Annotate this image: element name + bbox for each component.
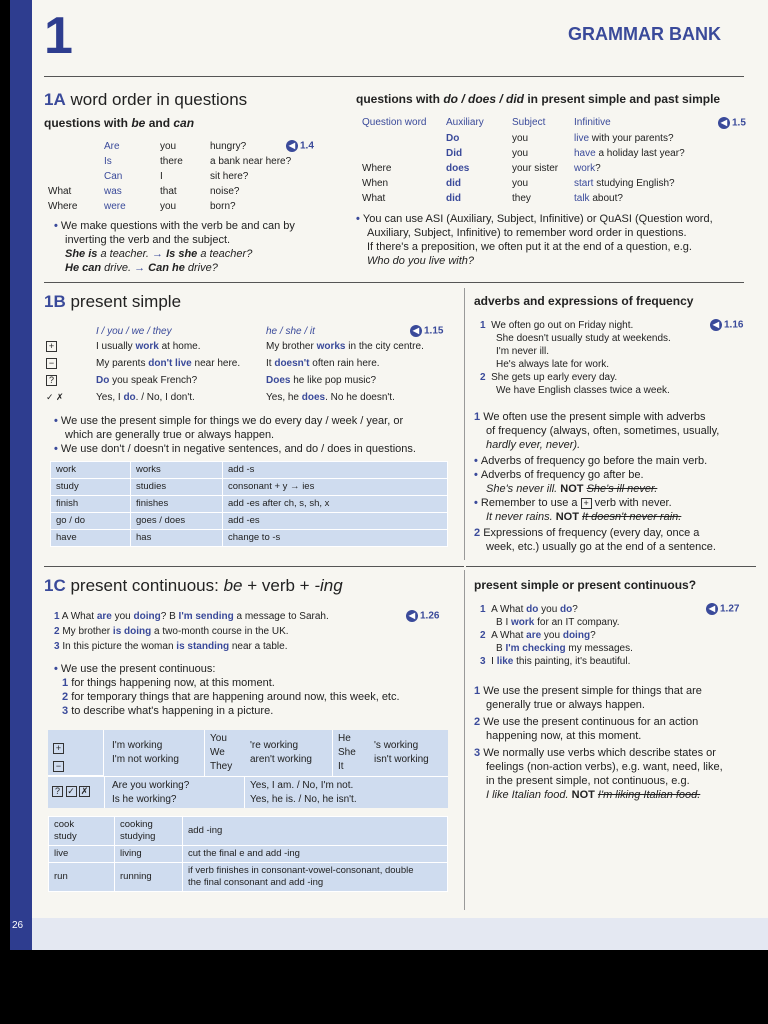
quasi-grid: Question word Auxiliary Subject Infinitive Do you live with your parents? Did you have a holiday last year? Where does your sister work? When did you start studying English? What did they talk about? bbox=[362, 117, 685, 204]
frequency-examples: 1 We often go out on Friday night. She doesn't usually study at weekends. I'm never ill. He's always late for work. 2 She gets up early every day. We have English classes twice a week. bbox=[480, 320, 671, 396]
present-simple-grid: + I usually work at home. My brother works in the city centre. − My parents don't live near here. It doesn't often rain here. ? Do you speak French? Does he like pop music? ✓ ✗ Yes, I do. / No, I don't. Yes, he does. No he doesn't. bbox=[46, 340, 424, 403]
bottom-strip bbox=[32, 918, 768, 950]
plus-minus-boxes: + − bbox=[53, 740, 64, 776]
speaker-icon: ◀ bbox=[286, 140, 298, 152]
speaker-icon: ◀ bbox=[710, 319, 722, 331]
section-1b-notes: • We use the present simple for things we do every day / week / year, or which are generally true or always happen. • We use don't / doesn't in negative sentences, and do / does in questions. bbox=[54, 414, 458, 456]
ing-spelling-table bbox=[48, 816, 448, 892]
col-head-he-she: he / she / it bbox=[266, 326, 315, 337]
header-divider bbox=[44, 76, 744, 77]
table-row: have has change to -s bbox=[51, 530, 448, 547]
audio-1-15[interactable]: ◀ 1.15 bbox=[410, 325, 443, 337]
audio-1-27[interactable]: ◀ 1.27 bbox=[706, 603, 739, 615]
page bbox=[10, 0, 768, 950]
table-row: live living cut the final e and add -ing bbox=[49, 846, 448, 863]
table-row: finish finishes add -es after ch, s, sh, x bbox=[51, 496, 448, 513]
grammar-bank-title: GRAMMAR BANK bbox=[568, 24, 721, 44]
quasi-note: • You can use ASI (Auxiliary, Subject, Infinitive) or QuASI (Question word, Auxiliary, Subject, Infinitive) to remember word order in questions. If there's a preposition, we often put it at the end of a question, e.g. Who do you live with? bbox=[356, 212, 756, 268]
present-continuous-uses: • We use the present continuous: 1 for things happening now, at this moment. 2 for temporary things that are happening around now, this week, etc. 3 to describe what's happening in a picture. bbox=[54, 662, 454, 718]
question-box: ? bbox=[46, 375, 57, 386]
audio-1-5[interactable]: ◀ 1.5 bbox=[718, 117, 746, 129]
frequency-title: adverbs and expressions of frequency bbox=[474, 294, 694, 308]
present-continuous-examples: 1 A What are you doing? B I'm sending a message to Sarah. 2 My brother is doing a two-month course in the UK. 3 In this picture the woman is standing near a table. bbox=[54, 611, 329, 652]
simple-or-continuous-examples: 1 A What do you do? B I work for an IT company. 2 A What are you doing? B I'm checking my messages. 3 I like this painting, it's beautiful. bbox=[480, 604, 633, 667]
frequency-notes: 1 We often use the present simple with adverbs of frequency (always, often, sometimes, usually, hardly ever, never). • Adverbs of frequency go before the main verb. • Adverbs of frequency go after be. She's never ill. NOT She's ill never. • Remember to use a + verb with never. It never rains. NOT It doesn't never rain. 2 Expressions of frequency (every day, once a week, etc.) usually go at the end of a sentence. bbox=[474, 410, 760, 554]
divider-1b bbox=[44, 282, 744, 283]
present-continuous-table: + − I'm working I'm not working You We They 're working aren't working He She It 's working isn't working ? ✓ ✗ Are you working? Is he working? Yes, I am. / No, I'm not. Yes, he is. / No, he isn't. bbox=[48, 730, 448, 808]
plus-box: + bbox=[46, 341, 57, 352]
divider-1c-left bbox=[44, 566, 464, 567]
simple-or-continuous-title: present simple or present continuous? bbox=[474, 578, 697, 592]
vertical-divider-1c bbox=[464, 570, 465, 910]
table-row: study studies consonant + y → ies bbox=[51, 479, 448, 496]
table-row: go / do goes / does add -es bbox=[51, 513, 448, 530]
speaker-icon: ◀ bbox=[706, 603, 718, 615]
audio-1-4[interactable]: ◀ 1.4 bbox=[286, 140, 314, 152]
section-1a-title: 1A word order in questions bbox=[44, 90, 248, 109]
tick-cross-boxes: ✓ ✗ bbox=[46, 392, 64, 402]
section-1a-subtitle: questions with be and can bbox=[44, 116, 195, 130]
minus-box: − bbox=[46, 358, 57, 369]
speaker-icon: ◀ bbox=[406, 610, 418, 622]
spine bbox=[10, 0, 32, 950]
section-1a-note: • We make questions with the verb be and can by inverting the verb and the subject. She is a teacher. → Is she a teacher? He can drive. → Can he drive? bbox=[54, 219, 344, 275]
audio-1-16[interactable]: ◀ 1.16 bbox=[710, 319, 743, 331]
vertical-divider-1b bbox=[464, 288, 465, 560]
plus-box: + bbox=[581, 498, 592, 509]
speaker-icon: ◀ bbox=[718, 117, 730, 129]
table-row: run running if verb finishes in consonant-vowel-consonant, double the final consonant and add -ing bbox=[49, 863, 448, 892]
section-1b-title: 1B present simple bbox=[44, 292, 182, 311]
do-does-did-title: questions with do / does / did in present simple and past simple bbox=[356, 92, 721, 106]
audio-1-26[interactable]: ◀ 1.26 bbox=[406, 610, 439, 622]
table-row: work works add -s bbox=[51, 462, 448, 479]
section-1c-title: 1C present continuous: be + verb + -ing bbox=[44, 576, 343, 595]
col-head-i-you: I / you / we / they bbox=[96, 326, 172, 337]
speaker-icon: ◀ bbox=[410, 325, 422, 337]
divider-1c-right bbox=[466, 566, 756, 567]
table-row: cook study cooking studying add -ing bbox=[49, 817, 448, 846]
present-simple-spelling-table bbox=[50, 461, 448, 547]
question-tick-cross-boxes: ? ✓ ✗ bbox=[52, 786, 90, 797]
page-number: 26 bbox=[12, 920, 24, 931]
be-can-question-grid: Are you hungry? Is there a bank near here? Can I sit here? What was that noise? Where were you born? bbox=[48, 141, 292, 212]
unit-number: 1 bbox=[44, 7, 73, 65]
simple-or-continuous-notes: 1 We use the present simple for things that are generally true or always happen. 2 We use the present continuous for an action happening now, at this moment. 3 We normally use verbs which describe states or feelings (non-action verbs), e.g. want, need, like, in the present simple, not continuous, e.g. I like Italian food. NOT I'm liking Italian food. bbox=[474, 685, 723, 801]
